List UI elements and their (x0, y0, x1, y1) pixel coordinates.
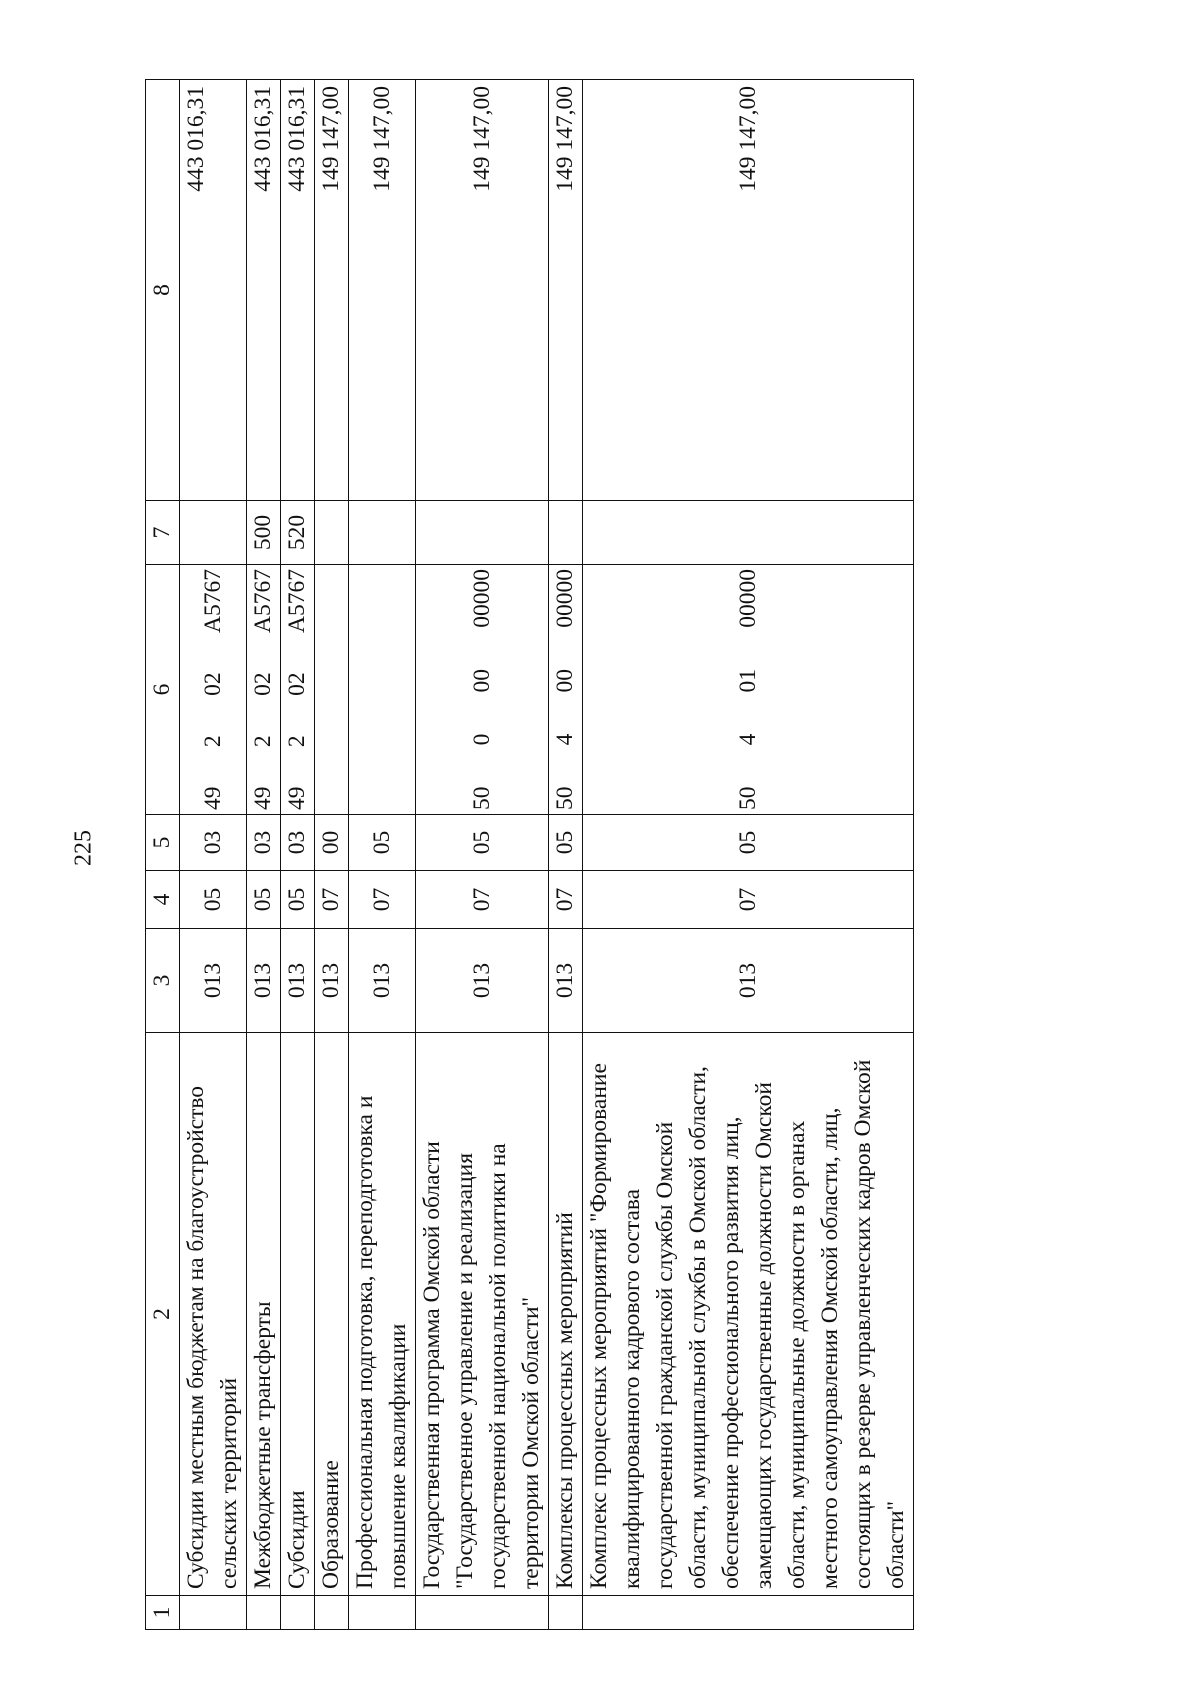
target-article-code (349, 565, 416, 815)
expense-type-code (315, 501, 349, 565)
table-row (583, 80, 914, 1630)
ministry-code: 013 (549, 929, 583, 1033)
section-code: 07 (315, 871, 349, 929)
target-article-code (549, 565, 583, 815)
csr-direction: 00000 (468, 569, 495, 628)
table-row (180, 80, 247, 1630)
row-name: Межбюджетные трансферты (247, 1033, 281, 1596)
budget-table (145, 79, 914, 1630)
header-cell: 5 (146, 815, 180, 871)
csr-program: 49 (199, 786, 226, 810)
csr-type: 2 (199, 735, 226, 748)
row-number (583, 1596, 914, 1630)
row-number (315, 1596, 349, 1630)
csr-direction: A5767 (199, 569, 226, 633)
csr-direction: A5767 (250, 569, 276, 633)
table-row (247, 80, 281, 1630)
expense-type-code: 520 (281, 501, 315, 565)
csr-direction: 00000 (734, 569, 761, 628)
row-number (281, 1596, 315, 1630)
csr-subprogram: 00 (552, 668, 578, 693)
expense-type-code (180, 501, 247, 565)
table-row (349, 80, 416, 1630)
csr-type: 4 (734, 733, 761, 746)
csr-program: 50 (734, 786, 761, 810)
section-code: 05 (281, 871, 315, 929)
ministry-code: 013 (416, 929, 549, 1033)
ministry-code: 013 (583, 929, 914, 1033)
csr-direction: 00000 (552, 569, 578, 628)
header-cell: 1 (146, 1596, 180, 1630)
section-code: 07 (583, 871, 914, 929)
header-cell: 4 (146, 871, 180, 929)
table-row (281, 80, 315, 1630)
row-name: Комплексы процессных мероприятий (549, 1033, 583, 1596)
page-number: 225 (70, 830, 97, 866)
section-code: 05 (247, 871, 281, 929)
header-cell: 2 (146, 1033, 180, 1596)
csr-program: 50 (552, 786, 578, 810)
csr-subprogram: 02 (284, 672, 310, 696)
target-article-code (315, 565, 349, 815)
expense-type-code (349, 501, 416, 565)
table-row (416, 80, 549, 1630)
row-number (349, 1596, 416, 1630)
expense-type-code (583, 501, 914, 565)
csr-subprogram: 02 (250, 672, 276, 696)
csr-type: 4 (552, 733, 578, 746)
subsection-code: 03 (281, 815, 315, 871)
csr-subprogram: 02 (199, 672, 226, 696)
row-number (549, 1596, 583, 1630)
amount: 443 016,31 (180, 80, 247, 501)
subsection-code: 03 (180, 815, 247, 871)
subsection-code: 05 (416, 815, 549, 871)
row-number (180, 1596, 247, 1630)
section-code: 07 (416, 871, 549, 929)
csr-program: 49 (250, 786, 276, 810)
ministry-code: 013 (349, 929, 416, 1033)
subsection-code: 05 (349, 815, 416, 871)
subsection-code: 05 (549, 815, 583, 871)
section-code: 05 (180, 871, 247, 929)
csr-type: 2 (284, 735, 310, 748)
expense-type-code (549, 501, 583, 565)
target-article-code (583, 565, 914, 815)
ministry-code: 013 (180, 929, 247, 1033)
row-name: Субсидии (281, 1033, 315, 1596)
csr-subprogram: 00 (468, 668, 495, 693)
amount: 149 147,00 (416, 80, 549, 501)
row-name: Профессиональная подготовка, переподготовка и повышение квалификации (349, 1033, 416, 1596)
row-name: Субсидии местным бюджетам на благоустройство сельских территорий (180, 1033, 247, 1596)
table-row (549, 80, 583, 1630)
amount: 149 147,00 (349, 80, 416, 501)
header-cell: 7 (146, 501, 180, 565)
subsection-code: 00 (315, 815, 349, 871)
target-article-code (247, 565, 281, 815)
header-cell: 8 (146, 80, 180, 501)
csr-direction: A5767 (284, 569, 310, 633)
expense-type-code (416, 501, 549, 565)
row-name: Государственная программа Омской области "Государственное управление и реализация государственной национальной политики на территории Омской области" (416, 1033, 549, 1596)
section-code: 07 (549, 871, 583, 929)
row-number (247, 1596, 281, 1630)
header-cell: 6 (146, 565, 180, 815)
amount: 149 147,00 (315, 80, 349, 501)
amount: 149 147,00 (583, 80, 914, 501)
header-cell: 3 (146, 929, 180, 1033)
target-article-code (180, 565, 247, 815)
ministry-code: 013 (315, 929, 349, 1033)
budget-table-container (145, 80, 990, 1630)
ministry-code: 013 (247, 929, 281, 1033)
row-name: Комплекс процессных мероприятий "Формирование квалифицированного кадрового состава государственной гражданской службы Омской области, муниципальной службы в Омской области, обеспечение профессионального развития лиц, замещающих государственные должности Омской области, муниципальные должности в органах местного самоуправления Омской области, лиц, состоящих в резерве управленческих кадров Омской области" (583, 1033, 914, 1596)
target-article-code (281, 565, 315, 815)
table-row (315, 80, 349, 1630)
amount: 443 016,31 (247, 80, 281, 501)
amount: 149 147,00 (549, 80, 583, 501)
row-name: Образование (315, 1033, 349, 1596)
row-number (416, 1596, 549, 1630)
csr-program: 49 (284, 786, 310, 810)
csr-type: 2 (250, 735, 276, 748)
table-header-row (146, 80, 180, 1630)
target-article-code (416, 565, 549, 815)
subsection-code: 03 (247, 815, 281, 871)
amount: 443 016,31 (281, 80, 315, 501)
section-code: 07 (349, 871, 416, 929)
csr-subprogram: 01 (734, 668, 761, 693)
csr-type: 0 (468, 733, 495, 746)
expense-type-code: 500 (247, 501, 281, 565)
subsection-code: 05 (583, 815, 914, 871)
ministry-code: 013 (281, 929, 315, 1033)
csr-program: 50 (468, 786, 495, 810)
